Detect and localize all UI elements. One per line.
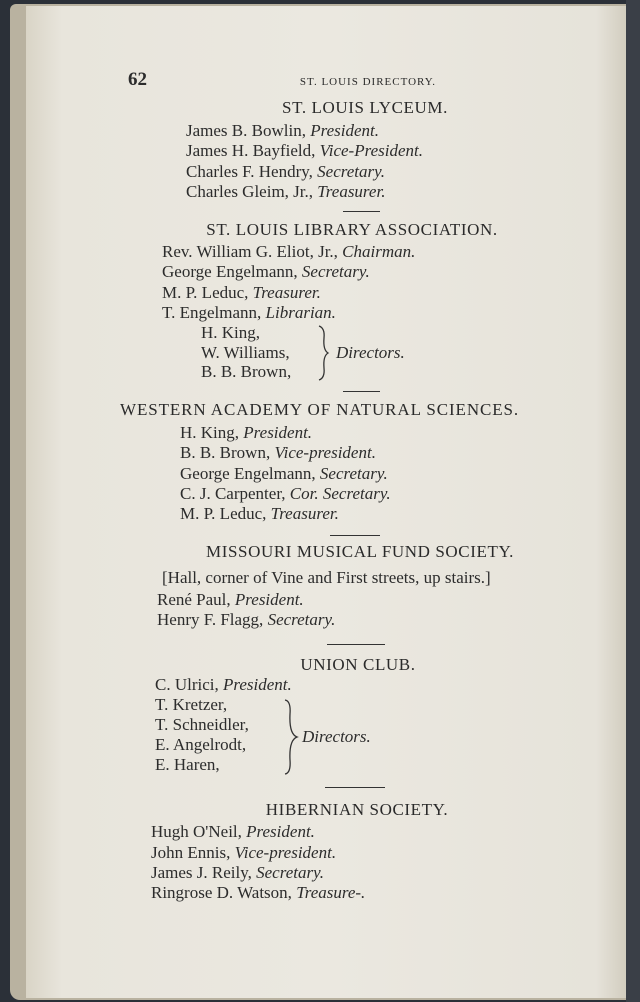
member-line: M. P. Leduc, Treasurer.: [162, 283, 321, 302]
director-name: T. Schneidler,: [155, 715, 249, 734]
brace-icon: [282, 698, 302, 776]
director-name: T. Kretzer,: [155, 695, 228, 714]
member-line: Ringrose D. Watson, Treasure-.: [151, 883, 366, 902]
section-title-hibernian: HIBERNIAN SOCIETY.: [265, 800, 449, 819]
section-title-union-club: UNION CLUB.: [300, 655, 416, 674]
director-name: W. Williams,: [201, 343, 290, 362]
member-line: René Paul, President.: [157, 590, 304, 609]
director-name: E. Haren,: [155, 755, 220, 774]
member-line: Hugh O'Neil, President.: [151, 822, 315, 841]
director-name: H. King,: [201, 323, 261, 342]
divider: [343, 391, 380, 392]
running-head: ST. LOUIS DIRECTORY.: [299, 76, 437, 88]
director-name: E. Angelrodt,: [155, 735, 247, 754]
member-line: C. J. Carpenter, Cor. Secretary.: [180, 484, 391, 503]
address-note: [Hall, corner of Vine and First streets, up stairs.]: [162, 568, 491, 587]
divider: [325, 787, 385, 788]
member-line: Rev. William G. Eliot, Jr., Chairman.: [162, 242, 416, 261]
page-number: 62: [128, 69, 147, 90]
member-line: M. P. Leduc, Treasurer.: [180, 504, 339, 523]
member-line: H. King, President.: [180, 423, 313, 442]
member-line: James H. Bayfield, Vice-President.: [186, 141, 423, 160]
section-title-western-academy: WESTERN ACADEMY OF NATURAL SCIENCES.: [120, 400, 520, 419]
section-title-library: ST. LOUIS LIBRARY ASSOCIATION.: [206, 220, 498, 239]
divider: [330, 535, 380, 536]
member-line: James B. Bowlin, President.: [186, 121, 379, 140]
section-title-missouri-musical: MISSOURI MUSICAL FUND SOCIETY.: [206, 542, 514, 561]
brace-icon: [316, 324, 330, 382]
director-name: B. B. Brown,: [201, 362, 292, 381]
member-line: C. Ulrici, President.: [155, 675, 292, 694]
member-line: James J. Reily, Secretary.: [151, 863, 324, 882]
member-line: Charles Gleim, Jr., Treasurer.: [186, 182, 386, 201]
directors-label: Directors.: [302, 727, 371, 746]
binding-edge: [626, 0, 640, 1002]
member-line: B. B. Brown, Vice-president.: [180, 443, 376, 462]
member-line: George Engelmann, Secretary.: [180, 464, 388, 483]
divider: [343, 211, 380, 212]
member-line: George Engelmann, Secretary.: [162, 262, 370, 281]
section-title-lyceum: ST. LOUIS LYCEUM.: [282, 98, 448, 117]
member-line: Charles F. Hendry, Secretary.: [186, 162, 385, 181]
member-line: T. Engelmann, Librarian.: [162, 303, 336, 322]
directors-label: Directors.: [336, 343, 405, 362]
member-line: Henry F. Flagg, Secretary.: [157, 610, 336, 629]
divider: [327, 644, 385, 645]
member-line: John Ennis, Vice-president.: [151, 843, 337, 862]
